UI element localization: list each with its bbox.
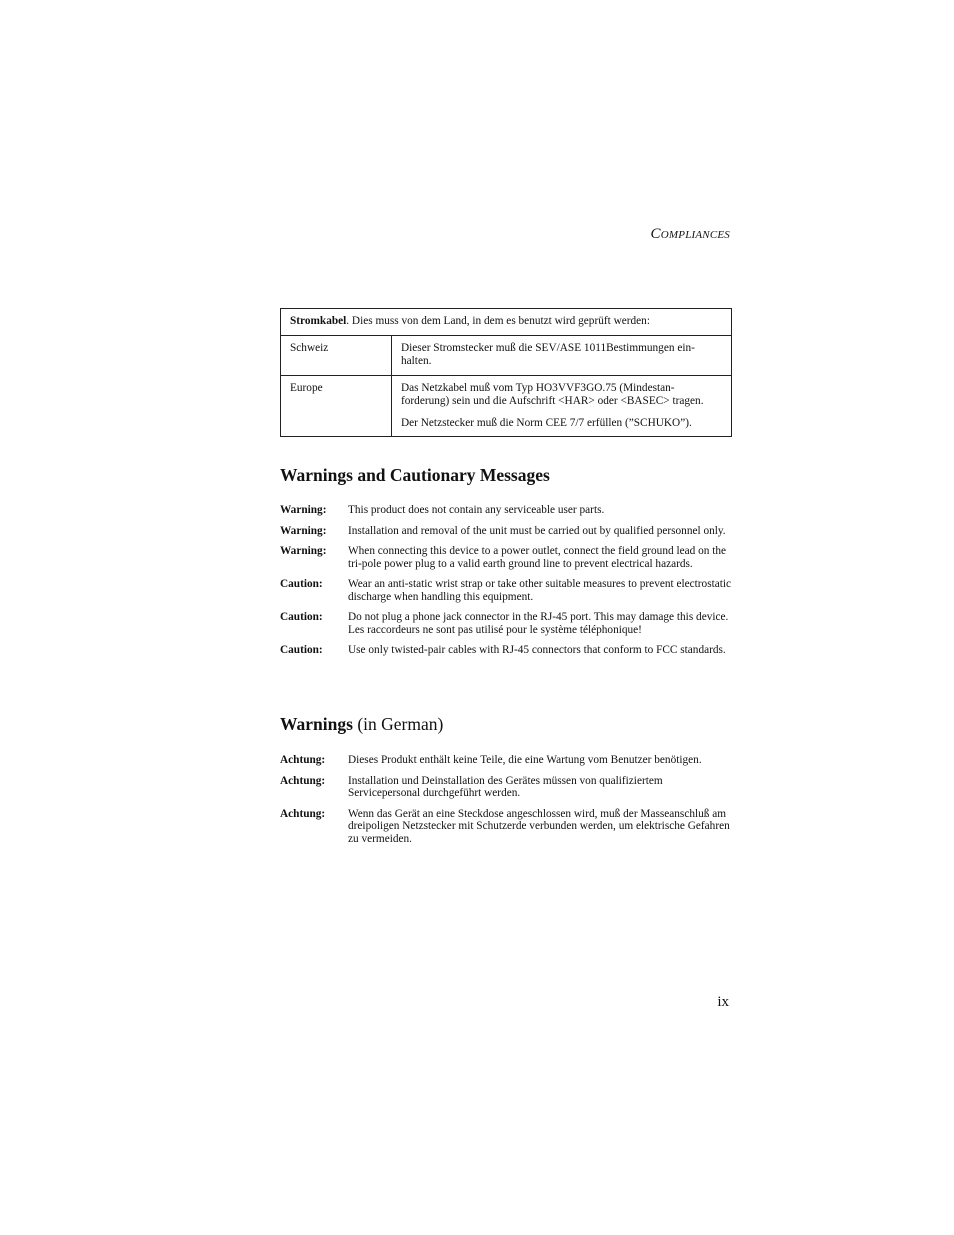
list-item xyxy=(280,611,732,636)
message-label: Warning: xyxy=(280,524,327,537)
list-item xyxy=(280,504,732,517)
message-label: Caution: xyxy=(280,611,323,623)
section-title-light: (in German) xyxy=(352,714,444,734)
country-cell: Europe xyxy=(281,375,392,437)
message-label: Achtung: xyxy=(280,754,326,766)
list-item xyxy=(280,545,732,570)
message-text: Installation and removal of the unit must be carried out by qualified personnel only. xyxy=(348,524,726,537)
message-text: Installation und Deinstallation des Gerätes müssen von qualifiziertem Servicepersonal durchgeführt werden. xyxy=(348,774,663,799)
list-item xyxy=(280,754,732,767)
message-text: This product does not contain any serviceable user parts. xyxy=(348,504,605,516)
requirement-cell xyxy=(392,375,732,437)
table-heading-cell xyxy=(281,309,732,336)
table-heading-text: . Dies muss von dem Land, in dem es benutzt wird geprüft werden: xyxy=(346,315,650,327)
message-label: Achtung: xyxy=(280,774,326,787)
german-warnings-list xyxy=(280,754,732,853)
section-title-warnings: Warnings and Cautionary Messages xyxy=(280,465,550,485)
running-head xyxy=(651,226,730,243)
warnings-list xyxy=(280,504,732,665)
message-text: Do not plug a phone jack connector in the RJ-45 port. This may damage this device. Les raccordeurs ne sont pas utilisé pour le système téléphonique! xyxy=(348,611,729,636)
message-text: Wear an anti-static wrist strap or take other suitable measures to prevent electrostatic discharge when handling this equipment. xyxy=(348,578,732,603)
list-item xyxy=(280,644,732,657)
requirement-cell xyxy=(392,335,732,375)
list-item xyxy=(280,525,732,538)
section-title-german-warnings xyxy=(280,714,443,735)
message-label: Achtung: xyxy=(280,807,326,820)
list-item xyxy=(280,808,732,846)
table-row xyxy=(281,335,732,375)
section-title-bold: Warnings xyxy=(280,714,353,734)
table-heading-bold: Stromkabel xyxy=(290,315,347,327)
message-label: Caution: xyxy=(280,644,323,656)
country-cell: Schweiz xyxy=(281,335,392,375)
page-number: ix xyxy=(717,994,729,1010)
message-text: Use only twisted-pair cables with RJ-45 connectors that conform to FCC standards. xyxy=(348,644,726,656)
running-head-rest: OMPLIANCES xyxy=(660,229,730,241)
message-label: Caution: xyxy=(280,578,323,590)
message-text: Dieses Produkt enthält keine Teile, die eine Wartung vom Benutzer benötigen. xyxy=(348,754,702,766)
message-label: Warning: xyxy=(280,545,327,557)
table-heading-row xyxy=(281,309,732,336)
list-item xyxy=(280,775,732,800)
requirement-text: Dieser Stromstecker muß die SEV/ASE 1011Bestimmungen ein-halten. xyxy=(401,341,695,367)
running-head-initial: C xyxy=(650,226,661,242)
message-text: When connecting this device to a power outlet, connect the field ground lead on the tri-pole power plug to a valid earth ground line to prevent electrical hazards. xyxy=(348,545,727,570)
list-item xyxy=(280,578,732,603)
requirement-text: Das Netzkabel muß vom Typ HO3VVF3GO.75 (Mindestan-forderung) sein und die Aufschrift <HAR> oder <BASEC> tragen. xyxy=(401,381,704,407)
message-label: Warning: xyxy=(280,504,327,516)
requirement-text: Der Netzstecker muß die Norm CEE 7/7 erfüllen (”SCHUKO”). xyxy=(401,416,692,429)
message-text: Wenn das Gerät an eine Steckdose angeschlossen wird, muß der Masseanschluß am dreipoligen Netzstecker mit Schutzerde verbunden werden, um elektrische Gefahren zu vermeiden. xyxy=(348,807,730,845)
power-cord-table xyxy=(280,308,732,437)
table-row xyxy=(281,375,732,437)
